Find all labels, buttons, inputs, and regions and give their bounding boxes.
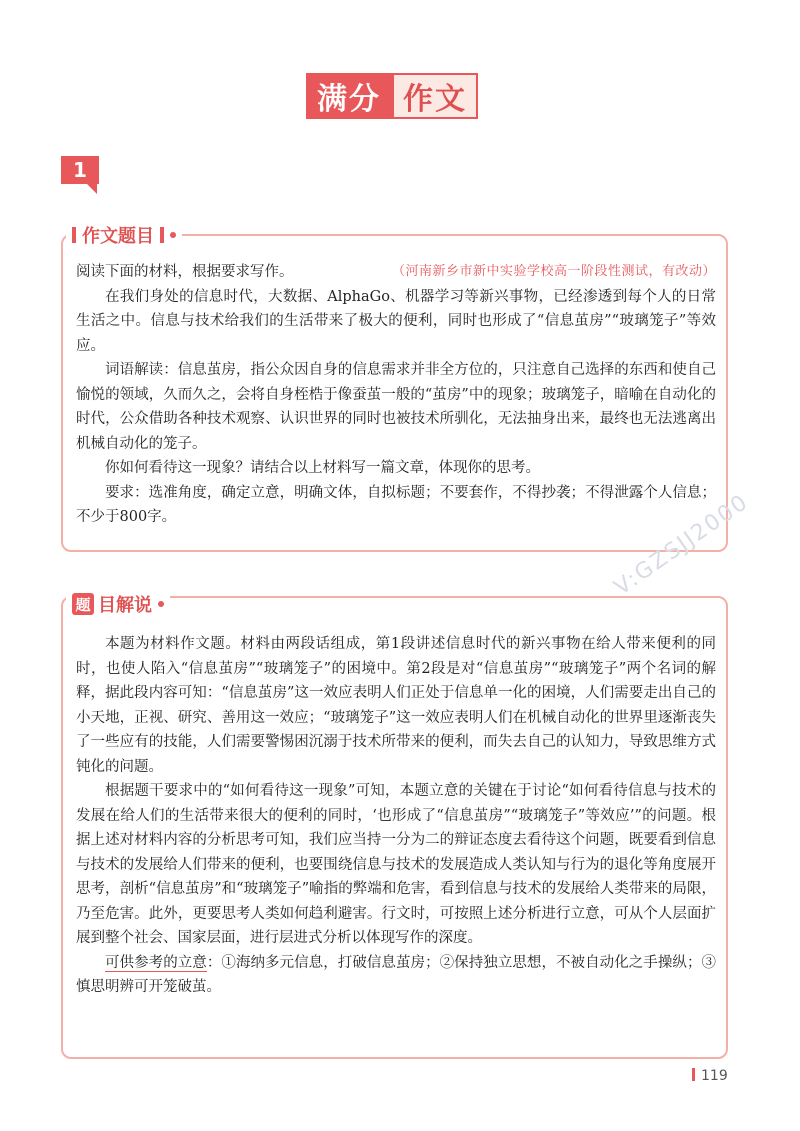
analysis-paragraph: 根据题干要求中的“如何看待这一现象”可知，本题立意的关键在于讨论“如何看待信息与技术的发展在给人们的生活带来很大的便利的同时，‘也形成了“信息茧房”“玻璃笼子”等效应’”的问题。根据上述对材料内容的分析思考可知，我们应当持一分为二的辩证态度去看待这个问题，既要看到信息与技术的发展给人们带来的便利，也要围绕信息与技术的发展造成人类认知与行为的退化等角度展开思考，剖析“信息茧房”和“玻璃笼子”喻指的弊端和危害，看到信息与技术的发展给人类带来的局限，乃至危害。此外，更要思考人类如何趋利避害。行文时，可按照上述分析进行立意，可从个人层面扩展到整个社会、国家层面，进行层进式分析以体现写作的深度。	[76, 783, 716, 946]
prompt-intro: 阅读下面的材料，根据要求写作。	[76, 264, 294, 280]
essay-prompt-content	[76, 260, 716, 530]
essay-prompt-heading	[66, 222, 182, 248]
reference-label: 可供参考的立意	[105, 954, 207, 971]
prompt-paragraph: 你如何看待这一现象？请结合以上材料写一篇文章，体现你的思考。	[105, 460, 540, 476]
essay-prompt-heading-text: 作文题目	[82, 226, 154, 247]
analysis-paragraph: 本题为材料作文题。材料由两段话组成，第1段讲述信息时代的新兴事物在给人带来便利的同时，也使人陷入“信息茧房”“玻璃笼子”的困境中。第2段是对“信息茧房”“玻璃笼子”两个名词的解释，据此段内容可知：“信息茧房”这一效应表明人们正处于信息单一化的困境，人们需要走出自己的小天地，正视、研究、善用这一效应；“玻璃笼子”这一效应表明人们在机械自动化的世界里逐渐丧失了一些应有的技能，人们需要警惕困沉溺于技术所带来的便利，而失去自己的认知力，导致思维方式钝化的问题。	[76, 636, 716, 775]
heading-bar-icon	[160, 227, 164, 243]
page-title	[306, 73, 478, 119]
watermark: V:GZSJJ2000	[610, 489, 754, 601]
prompt-intro-line	[76, 260, 716, 285]
analysis-heading-text: 目解说	[98, 595, 152, 616]
analysis-content	[76, 632, 716, 1000]
page-number-text: 119	[701, 1068, 728, 1084]
page-number-bar-icon	[692, 1068, 695, 1081]
analysis-reference	[76, 951, 716, 1000]
title-part-1: 满分	[306, 73, 392, 119]
reference-text: ：①海纳多元信息，打破信息茧房；②保持独立思想，不被自动化之手操纵；③慎思明辨可开笼破茧。	[76, 954, 716, 995]
section-number-tag: 1	[61, 156, 99, 184]
page-number	[692, 1068, 728, 1084]
heading-dot-icon	[170, 232, 176, 238]
prompt-source: （河南新乡市新中实验学校高一阶段性测试，有改动）	[391, 264, 716, 279]
heading-bar-icon	[72, 227, 76, 243]
title-part-2: 作文	[392, 73, 478, 119]
analysis-badge-icon: 题	[72, 593, 94, 615]
prompt-paragraph: 在我们身处的信息时代，大数据、AlphaGo、机器学习等新兴事物，已经渗透到每个人的日常生活之中。信息与技术给我们的生活带来了极大的便利，同时也形成了“信息茧房”“玻璃笼子”等效应。	[76, 288, 716, 354]
prompt-paragraph: 要求：选准角度，确定立意，明确文体，自拟标题；不要套作，不得抄袭；不得泄露个人信息；不少于800字。	[76, 484, 716, 525]
analysis-heading	[66, 590, 170, 618]
heading-dot-icon	[158, 601, 164, 607]
prompt-paragraph: 词语解读：信息茧房，指公众因自身的信息需求并非全方位的，只注意自己选择的东西和使自己愉悦的领域，久而久之，会将自身桎梏于像蚕茧一般的“茧房”中的现象；玻璃笼子，暗喻在自动化的时代，公众借助各种技术观察、认识世界的同时也被技术所驯化，无法抽身出来，最终也无法逃离出机械自动化的笼子。	[76, 362, 716, 452]
